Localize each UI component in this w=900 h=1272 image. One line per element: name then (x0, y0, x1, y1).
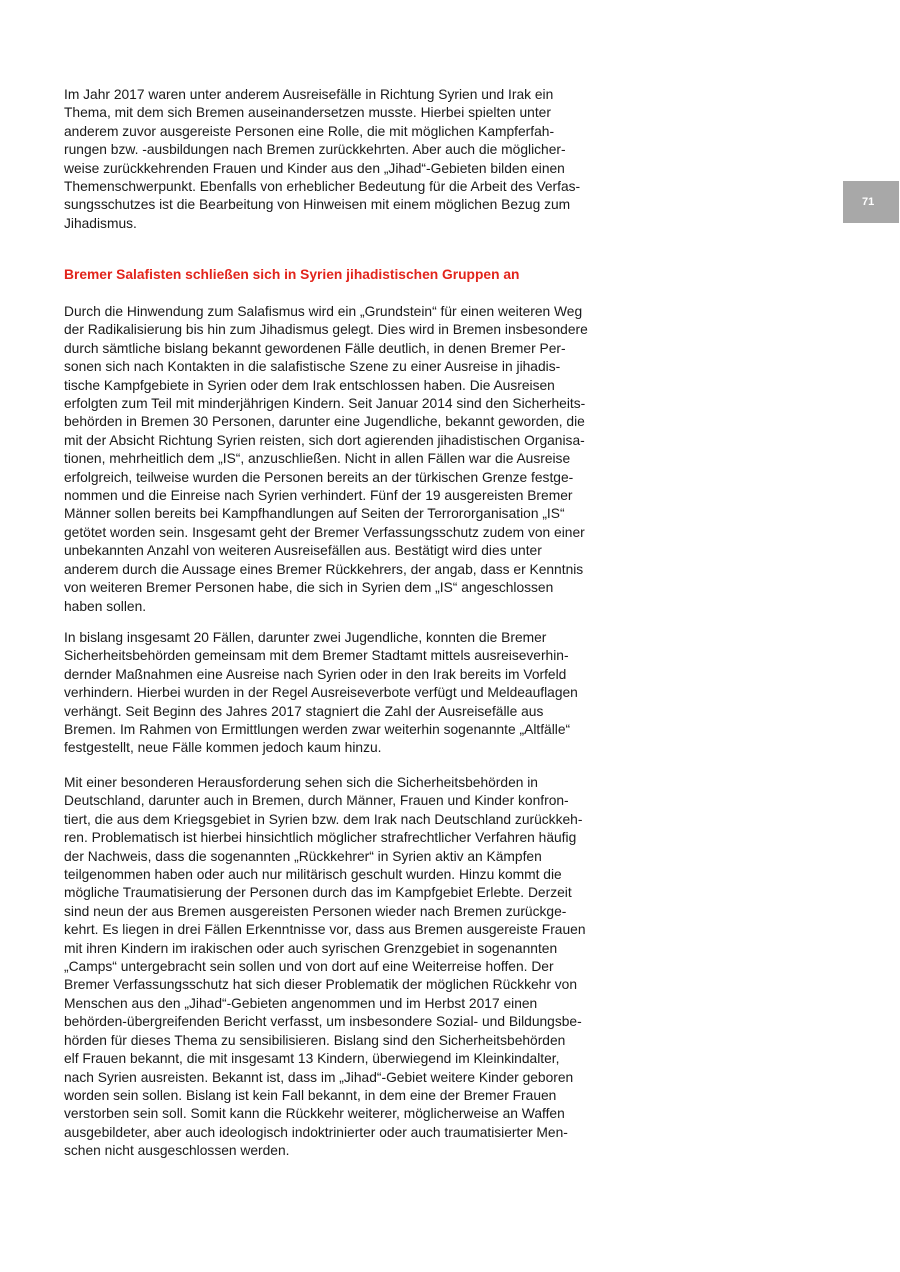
paragraph-salafism: Durch die Hinwendung zum Salafismus wird ein „Grundstein“ für einen weiteren Weg der Radikalisierung bis hin zum Jihadismus gelegt. Dies wird in Bremen insbesondere durch sämtliche bislang bekannt gewordenen Fälle deutlich, in denen Bremer Per- sonen sich nach Kontakten in die salafistische Szene zu einer Ausreise in jihadis- tische Kampfgebiete in Syrien oder dem Irak entschlossen haben. Die Ausreisen erfolgten zum Teil mit minderjährigen Kindern. Seit Januar 2014 sind den Sicherheits- behörden in Bremen 30 Personen, darunter eine Jugendliche, bekannt geworden, die mit der Absicht Richtung Syrien reisten, sich dort agierenden jihadistischen Organisa- tionen, mehrheitlich dem „IS“, anzuschließen. Nicht in allen Fällen war die Ausreise erfolgreich, teilweise wurden die Personen bereits an der türkischen Grenze festge- nommen und die Einreise nach Syrien verhindert. Fünf der 19 ausgereisten Bremer Männer sollen bereits bei Kampfhandlungen auf Seiten der Terrororganisation „IS“ getötet worden sein. Insgesamt geht der Bremer Verfassungsschutz zudem von einer unbekannten Anzahl von weiteren Ausreisefällen aus. Bestätigt wird dies unter anderem durch die Aussage eines Bremer Rückkehrers, der angab, dass er Kenntnis von weiteren Bremer Personen habe, die sich in Syrien dem „IS“ angeschlossen haben sollen. (64, 304, 588, 614)
section-heading: Bremer Salafisten schließen sich in Syrien jihadistischen Gruppen an (64, 267, 520, 282)
paragraph-prevented-departures: In bislang insgesamt 20 Fällen, darunter zwei Jugendliche, konnten die Bremer Sicherheitsbehörden gemeinsam mit dem Bremer Stadtamt mittels ausreiseverhin- dernder Maßnahmen eine Ausreise nach Syrien oder in den Irak bereits im Vorfeld verhindern. Hierbei wurden in der Regel Ausreiseverbote verfügt und Meldeauflagen verhängt. Seit Beginn des Jahres 2017 stagniert die Zahl der Ausreisefälle aus Bremen. Im Rahmen von Ermittlungen werden zwar weiterhin sogenannte „Altfälle“ festgestellt, neue Fälle kommen jedoch kaum hinzu. (64, 630, 578, 756)
paragraph-returnees: Mit einer besonderen Herausforderung sehen sich die Sicherheitsbehörden in Deutschland, darunter auch in Bremen, durch Männer, Frauen und Kinder konfron- tiert, die aus dem Kriegsgebiet in Syrien bzw. dem Irak nach Deutschland zurückkeh- ren. Problematisch ist hierbei hinsichtlich möglicher strafrechtlicher Verfahren häufig der Nachweis, dass die sogenannten „Rückkehrer“ in Syrien aktiv an Kämpfen teilgenommen haben oder auch nur militärisch geschult wurden. Hinzu kommt die mögliche Traumatisierung der Personen durch das im Kampfgebiet Erlebte. Derzeit sind neun der aus Bremen ausgereisten Personen wieder nach Bremen zurückge- kehrt. Es liegen in drei Fällen Erkenntnisse vor, dass aus Bremen ausgereiste Frauen mit ihren Kindern im irakischen oder auch syrischen Grenzgebiet in sogenannten „Camps“ untergebracht sein sollen und von dort auf eine Weiterreise hoffen. Der Bremer Verfassungsschutz hat sich dieser Problematik der möglichen Rückkehr von Menschen aus den „Jihad“-Gebieten angenommen und im Herbst 2017 einen behörden-übergreifenden Bericht verfasst, um insbesondere Sozial- und Bildungsbe- hörden für dieses Thema zu sensibilisieren. Bislang sind den Sicherheitsbehörden elf Frauen bekannt, die mit insgesamt 13 Kindern, überwiegend im Kleinkindalter, nach Syrien ausreisten. Bekannt ist, dass im „Jihad“-Gebiet weitere Kinder geboren worden sein sollen. Bislang ist kein Fall bekannt, in dem eine der Bremer Frauen verstorben sein soll. Somit kann die Rückkehr weiterer, möglicherweise an Waffen ausgebildeter, aber auch ideologisch indoktrinierter oder auch traumatisierter Men- schen nicht ausgeschlossen werden. (64, 775, 586, 1159)
paragraph-intro: Im Jahr 2017 waren unter anderem Ausreisefälle in Richtung Syrien und Irak ein Thema, mit dem sich Bremen auseinandersetzen musste. Hierbei spielten unter anderem zuvor ausgereiste Personen eine Rolle, die mit möglichen Kampferfah- rungen bzw. -ausbildungen nach Bremen zurückkehrten. Aber auch die möglicher- weise zurückkehrenden Frauen und Kinder aus den „Jihad“-Gebieten bilden einen Themenschwerpunkt. Ebenfalls von erheblicher Bedeutung für die Arbeit des Verfas- sungsschutzes ist die Bearbeitung von Hinweisen mit einem möglichen Bezug zum Jihadismus. (64, 87, 581, 231)
page-number: 71 (843, 181, 899, 223)
